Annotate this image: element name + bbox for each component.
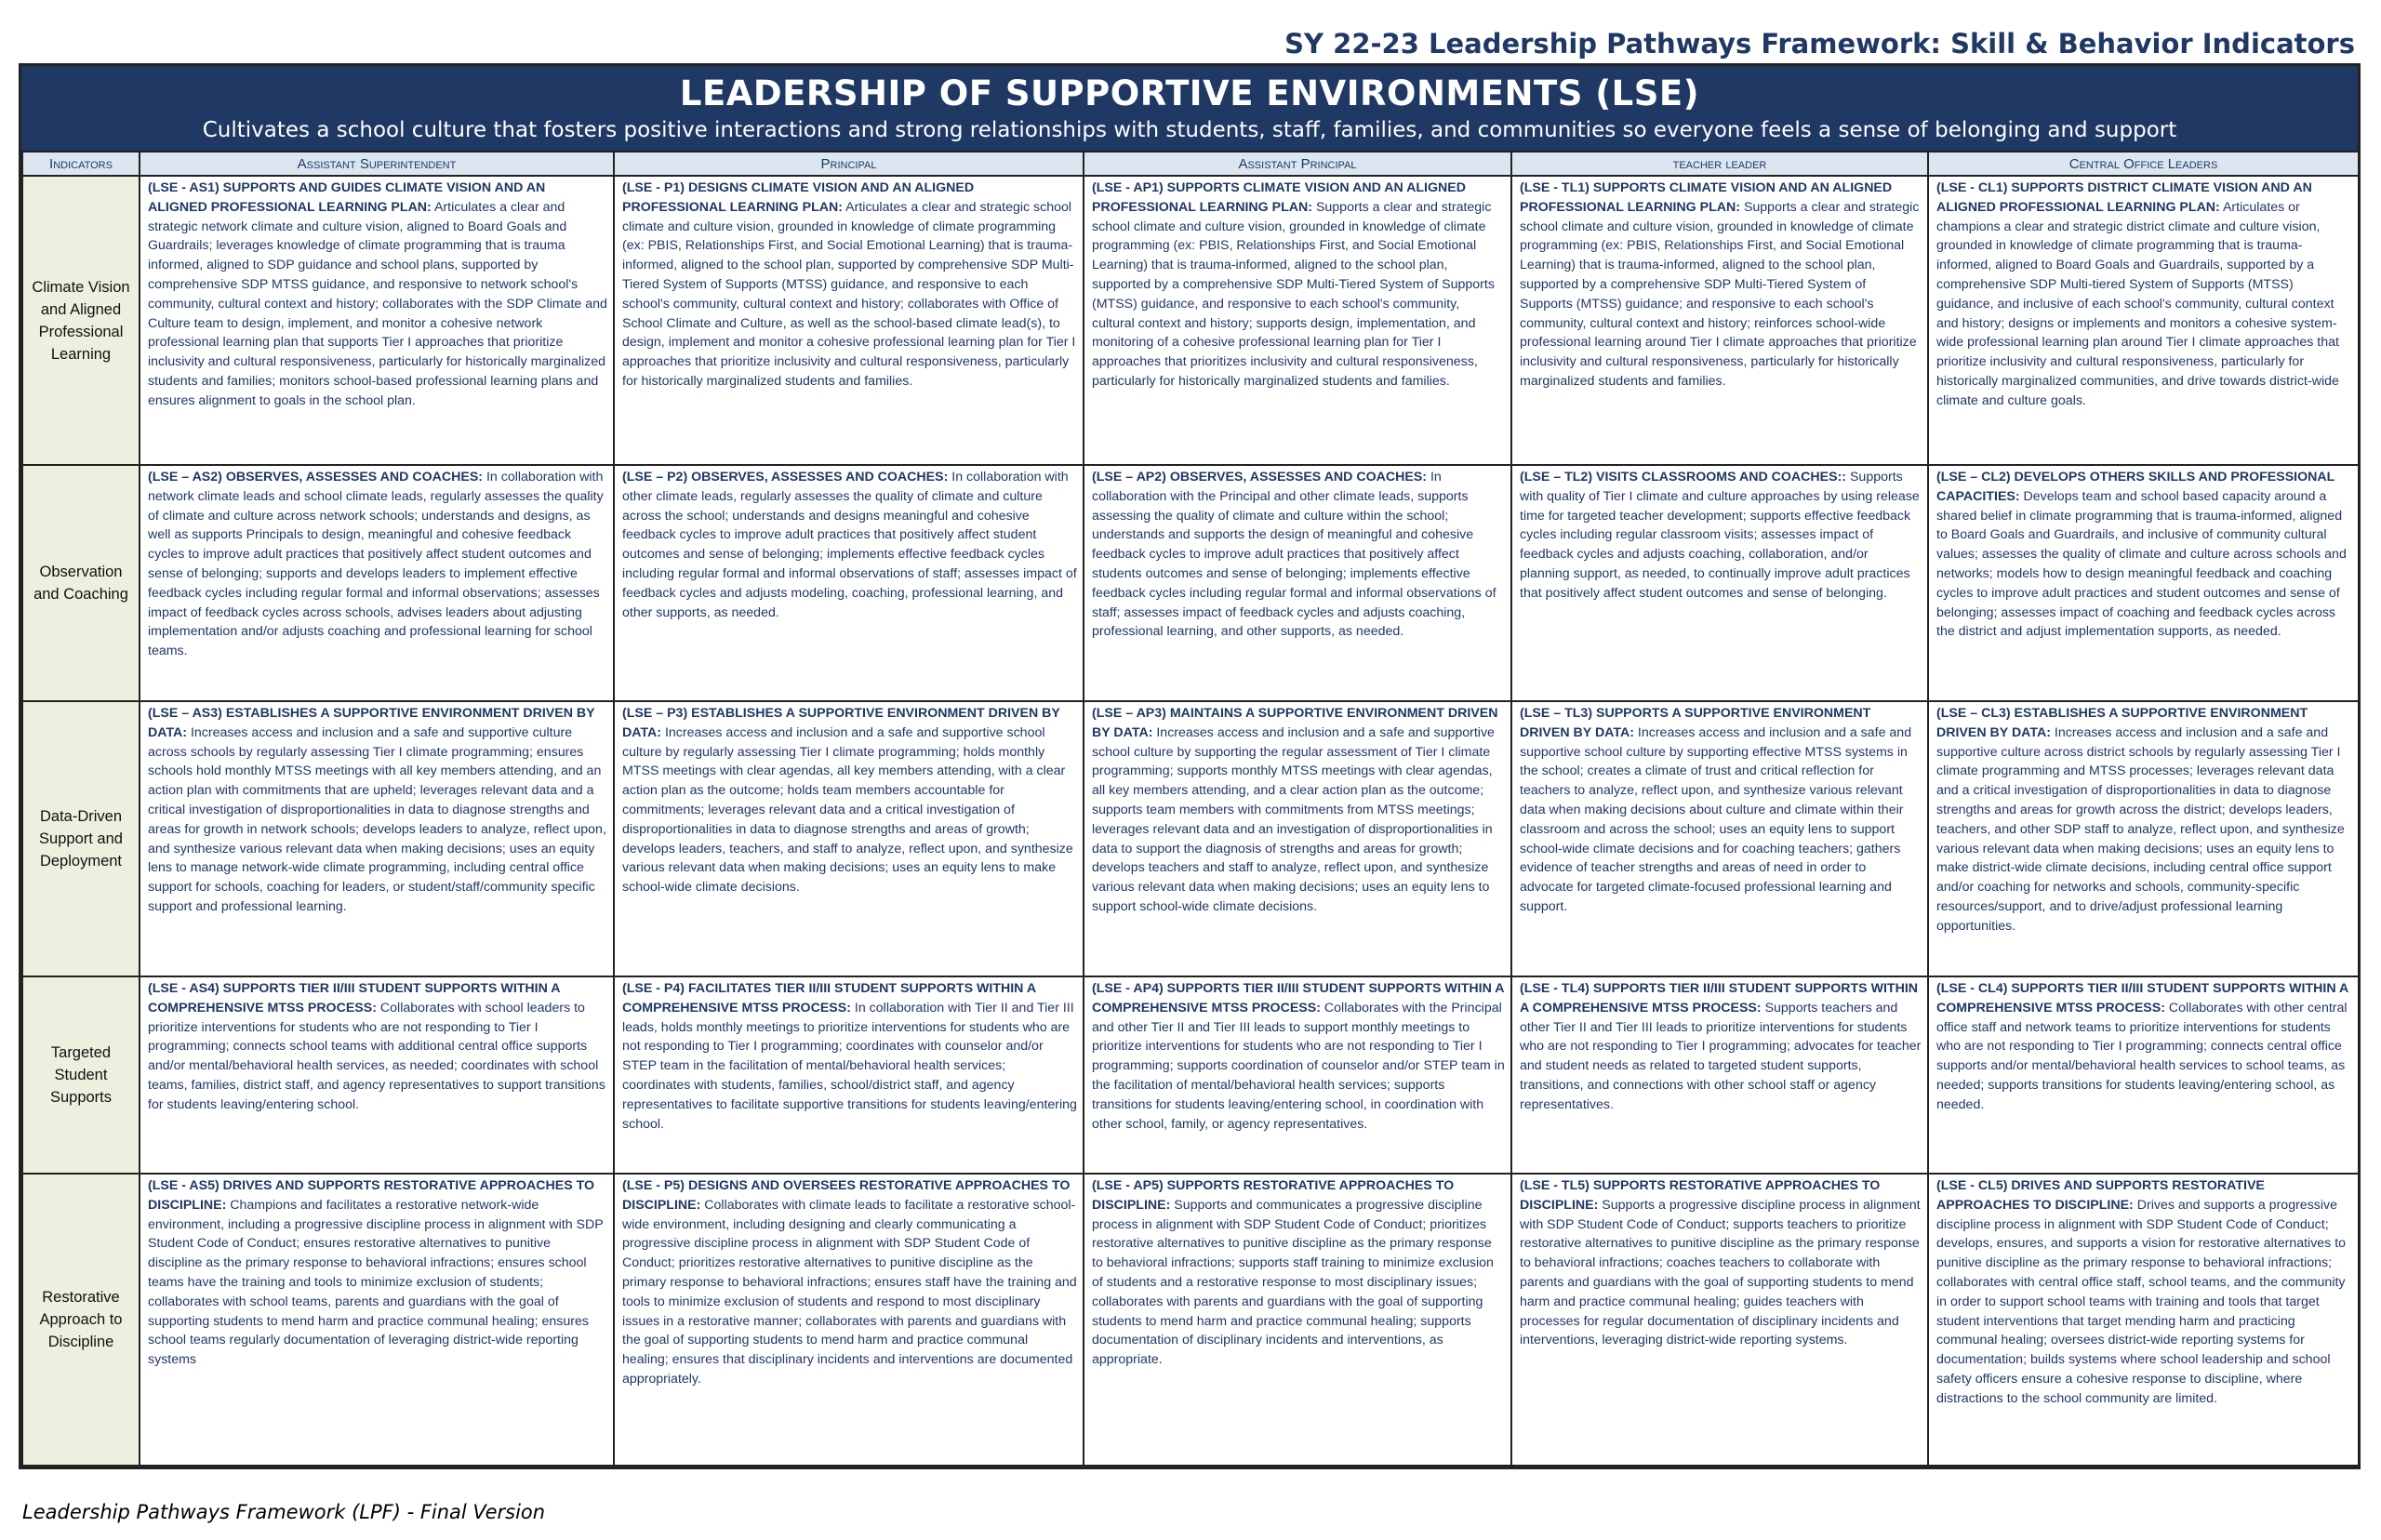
cell-body: Supports teachers and other Tier II and Tier III leads to prioritize interventions for students who are not responding to Tier I programming; advocates for teacher and student needs as related to targeted student supports, transitions, and connections with other school staff or agency representatives. <box>1520 1000 1922 1112</box>
cell-heading: (LSE – AP2) OBSERVES, ASSESSES AND COACHES: <box>1092 470 1428 485</box>
cell-heading: (LSE - TL1) SUPPORTS CLIMATE VISION AND AN ALIGNED PROFESSIONAL LEARNING PLAN: <box>1520 180 1893 215</box>
cell-heading: (LSE – P3) ESTABLISHES A SUPPORTIVE ENVIRONMENT DRIVEN BY DATA: <box>622 706 1060 740</box>
cell-heading: (LSE - AP5) SUPPORTS RESTORATIVE APPROACHES TO DISCIPLINE: <box>1092 1178 1455 1213</box>
cell-heading: (LSE – CL3) ESTABLISHES A SUPPORTIVE ENVIRONMENT DRIVEN BY DATA: <box>1936 706 2308 740</box>
cell-body: Supports a progressive discipline process in alignment with SDP Student Code of Conduct; supports teachers to prioritize restorative alternatives to punitive discipline as the primary response to behavioral infractions; coaches teachers to collaborate with parents and guardians with the goal of supporting students to mend harm and practice communal healing; guides teachers with processes for regular documentation of disciplinary incidents and interventions, leveraging district-wide reporting systems. <box>1520 1197 1921 1348</box>
cell-heading: (LSE – P2) OBSERVES, ASSESSES AND COACHES: <box>622 470 949 485</box>
banner-subtitle: Cultivates a school culture that fosters positive interactions and strong relationships with students, staff, families, and communities so everyone feels a sense of belonging and support <box>202 118 2177 142</box>
cell-body: Increases access and inclusion and a safe and supportive culture across district schools by regularly assessing Tier I climate programming and MTSS processes; leverages relevant data and a critical investigation of disproportionalities in data to diagnose strengths and areas for growth across the district; develops leaders, teachers, and other SDP staff to analyze, reflect upon, and synthesize various relevant data when making decisions; uses an equity lens to make district-wide climate decisions, including central office support and/or coaching for networks and schools, community-specific resources/support, and to drive/adjust professional learning opportunities. <box>1936 724 2345 934</box>
table-cell <box>1084 465 1511 701</box>
table-cell <box>614 1174 1084 1466</box>
table-row <box>22 176 2359 465</box>
cell-body: In collaboration with network climate leads and school climate leads, regularly assesses the quality of climate and culture across network schools; understands and designs, as well as supports Principals to design, meaningful and cohesive feedback cycles to improve adult practices that positively affect student outcomes and sense of belonging; supports and develops leaders to implement effective feedback cycles including regular formal and informal observations; assesses impact of feedback cycles across schools, advises leaders about adjusting implementation and/or adjusts coaching and professional learning for school teams. <box>148 470 604 659</box>
cell-body: Articulates or champions a clear and strategic district climate and culture vision, grounded in knowledge of climate programming that is trauma-informed, aligned to Board Goals and Guardrails, supported by a comprehensive SDP Multi-tiered System of Supports (MTSS) guidance, and inclusive of each school's community, cultural context and history; designs or implements and monitors a cohesive system-wide professional learning plan around Tier I climate approaches that prioritize inclusivity and cultural responsiveness, particularly for historically marginalized communities, and drive towards district-wide climate and culture goals. <box>1936 199 2339 408</box>
indicator-label: Data-Driven Support and Deployment <box>22 701 140 976</box>
cell-heading: (LSE - AS4) SUPPORTS TIER II/III STUDENT SUPPORTS WITHIN A COMPREHENSIVE MTSS PROCESS: <box>148 981 560 1016</box>
cell-body: Supports and communicates a progressive discipline process in alignment with SDP Student Code of Conduct; prioritizes restorative alternatives to punitive discipline as the primary response to behavioral infractions; supports staff training to minimize exclusion of students and a restorative response to most disciplinary issues; collaborates with parents and guardians with the goal of supporting students to mend harm and practice communal healing; supports documentation of disciplinary incidents and interventions, as appropriate. <box>1092 1197 1494 1368</box>
cell-body: Champions and facilitates a restorative network-wide environment, including a progressive discipline process in alignment with SDP Student Code of Conduct; ensures restorative alternatives to punitive discipline as the primary response to behavioral infractions; ensures school teams have the training and tools to minimize exclusion of students; collaborates with school teams, parents and guardians with the goal of supporting students to mend harm and practice communal healing; ensures school teams regularly documentation of leveraging district-wide reporting systems <box>148 1197 604 1368</box>
indicator-label: Observation and Coaching <box>22 465 140 701</box>
column-header-teacher-leader: teacher leader <box>1511 152 1928 176</box>
cell-heading: (LSE – TL3) SUPPORTS A SUPPORTIVE ENVIRONMENT DRIVEN BY DATA: <box>1520 706 1871 740</box>
table-cell <box>1511 465 1928 701</box>
cell-heading: (LSE - P1) DESIGNS CLIMATE VISION AND AN ALIGNED PROFESSIONAL LEARNING PLAN: <box>622 180 975 215</box>
cell-heading: (LSE - CL1) SUPPORTS DISTRICT CLIMATE VISION AND AN ALIGNED PROFESSIONAL LEARNING PLAN: <box>1936 180 2312 215</box>
cell-body: Supports with quality of Tier I climate and culture approaches by using release time for targeted teacher development; supports effective feedback cycles including regular classroom visits; assesses impact of feedback cycles and adjusts coaching, collaboration, and/or planning support, as needed, to continually improve adult practices that positively affect student outcomes and sense of belonging. <box>1520 470 1920 601</box>
table-row <box>22 976 2359 1174</box>
cell-heading: (LSE - TL5) SUPPORTS RESTORATIVE APPROACHES TO DISCIPLINE: <box>1520 1178 1881 1213</box>
table-cell <box>1084 176 1511 465</box>
table-cell <box>140 976 614 1174</box>
table-cell <box>1928 976 2359 1174</box>
table-cell <box>1511 176 1928 465</box>
cell-body: Collaborates with other central office staff and network teams to prioritize interventions for students who are not responding to Tier I programming; connects central office supports and/or mental/behavioral health services to school teams, as needed; supports transitions for students leaving/entering school, as needed. <box>1936 1000 2348 1112</box>
table-header-row <box>22 152 2359 176</box>
cell-body: Supports a clear and strategic school climate and culture vision, grounded in knowledge of climate programming (ex: PBIS, Relationships First, and Social Emotional Learning) that is trauma-informed, aligned to the school plan, supported by a comprehensive SDP Multi-Tiered System of Supports (MTSS) guidance, and responsive to each school's community, cultural context and history; supports design, implementation, and monitoring of a cohesive professional learning plan for Tier I approaches that prioritizes inclusivity and cultural responsiveness, particularly for historically marginalized students and families. <box>1092 199 1495 389</box>
cell-heading: (LSE – AP3) MAINTAINS A SUPPORTIVE ENVIRONMENT DRIVEN BY DATA: <box>1092 706 1498 740</box>
cell-body: Increases access and inclusion and a safe and supportive school culture by supporting effective MTSS systems in the school; creates a climate of trust and critical reflection for teachers to analyze, reflect upon, and synthesize various relevant data when making decisions about culture and climate within their classroom and across the school; uses an equity lens to support school-wide climate decisions and for coaching teachers; gathers evidence of teacher strengths and areas of need in order to advocate for targeted climate-focused professional learning and support. <box>1520 724 1912 914</box>
table-row <box>22 701 2359 976</box>
cell-heading: (LSE - P4) FACILITATES TIER II/III STUDENT SUPPORTS WITHIN A COMPREHENSIVE MTSS PROCESS: <box>622 981 1036 1016</box>
column-header-central-office-leaders: Central Office Leaders <box>1928 152 2359 176</box>
indicator-table <box>21 151 2360 1467</box>
table-row <box>22 1174 2359 1466</box>
footer-note: Leadership Pathways Framework (LPF) - Final Version <box>22 1501 546 1523</box>
column-header-principal: Principal <box>614 152 1084 176</box>
indicator-label: Climate Vision and Aligned Professional Learning <box>22 176 140 465</box>
table-cell <box>1511 1174 1928 1466</box>
table-cell <box>140 701 614 976</box>
indicator-label: Restorative Approach to Discipline <box>22 1174 140 1466</box>
cell-heading: (LSE - CL4) SUPPORTS TIER II/III STUDENT SUPPORTS WITHIN A COMPREHENSIVE MTSS PROCESS: <box>1936 981 2348 1016</box>
cell-heading: (LSE – TL2) VISITS CLASSROOMS AND COACHES:: <box>1520 470 1847 485</box>
cell-heading: (LSE – CL2) DEVELOPS OTHERS SKILLS AND PROFESSIONAL CAPACITIES: <box>1936 470 2335 504</box>
cell-heading: (LSE - P5) DESIGNS AND OVERSEES RESTORATIVE APPROACHES TO DISCIPLINE: <box>622 1178 1071 1213</box>
table-cell <box>614 976 1084 1174</box>
cell-body: In collaboration with the Principal and other climate leads, supports assessing the quality of climate and culture within the school; understands and supports the design of meaningful and cohesive feedback cycles to improve adult practices that positively affect students outcomes and sense of belonging; implements effective feedback cycles including regular formal and informal observations of staff; assesses impact of feedback cycles and adjusts coaching, professional learning, and other supports, as needed. <box>1092 470 1496 640</box>
table-cell <box>614 176 1084 465</box>
cell-heading: (LSE - CL5) DRIVES AND SUPPORTS RESTORATIVE APPROACHES TO DISCIPLINE: <box>1936 1178 2265 1213</box>
table-row <box>22 465 2359 701</box>
cell-body: Articulates a clear and strategic school climate and culture vision, grounded in knowledge of climate programming (ex: PBIS, Relationships First, and Social Emotional Learning) that is trauma-informed, aligned to the school plan, supported by comprehensive SDP Multi-Tiered System of Supports (MTSS) guidance, and responsive to each school's community, cultural context and history; collaborates with Office of School Climate and Culture, as well as the school-based climate lead(s), to design, implement and monitor a cohesive professional learning plan for Tier I approaches that prioritize inclusivity and cultural responsiveness, particularly for historically marginalized students and families. <box>622 199 1076 389</box>
cell-body: Collaborates with climate leads to facilitate a restorative school-wide environment, including designing and clearly communicating a progressive discipline process in alignment with SDP Student Code of Conduct; prioritizes restorative alternatives to punitive discipline as the primary response to behavioral infractions; ensures staff have the training and tools to minimize exclusion of students and respond to most disciplinary issues in a restorative manner; collaborates with parents and guardians with the goal of supporting students to mend harm and practice communal healing; ensures that disciplinary incidents and interventions are documented appropriately. <box>622 1197 1077 1387</box>
table-cell <box>1084 701 1511 976</box>
cell-body: Increases access and inclusion and a safe and supportive school culture by supporting the regular assessment of Tier I climate programming; supports monthly MTSS meetings with clear agendas, all key members attending, and a clear action plan as the outcome; supports team members with commitments from MTSS meetings; leverages relevant data and an investigation of disproportionalities in data to support the diagnosis of strengths and areas for growth; develops teachers and staff to analyze, reflect upon, and synthesize various relevant data when making decisions; uses an equity lens to support school-wide climate decisions. <box>1092 724 1495 914</box>
column-header-assistant-superintendent: Assistant Superintendent <box>140 152 614 176</box>
cell-body: Collaborates with school leaders to prioritize interventions for students who are not responding to Tier I programming; connects school teams with additional central office supports and/or mental/behavioral health services, as needed; coordinates with school teams, families, district staff, and agency representatives to support transitions for students leaving/entering school. <box>148 1000 605 1112</box>
document-title: SY 22-23 Leadership Pathways Framework: Skill & Behavior Indicators <box>1284 28 2355 60</box>
section-banner <box>21 66 2358 151</box>
column-header-indicators: Indicators <box>22 152 140 176</box>
table-cell <box>1084 976 1511 1174</box>
table-cell <box>614 465 1084 701</box>
table-cell <box>1511 976 1928 1174</box>
table-cell <box>614 701 1084 976</box>
table-cell <box>1928 465 2359 701</box>
column-header-assistant-principal: Assistant Principal <box>1084 152 1511 176</box>
cell-heading: (LSE - AP4) SUPPORTS TIER II/III STUDENT SUPPORTS WITHIN A COMPREHENSIVE MTSS PROCESS: <box>1092 981 1504 1016</box>
cell-body: In collaboration with other climate leads, regularly assesses the quality of climate and culture across the school; understands and designs meaningful and cohesive feedback cycles to improve adult practices that positively affect student outcomes and sense of belonging; implements effective feedback cycles including regular formal and informal observations of staff; assesses impact of feedback cycles and adjusts modeling, coaching, professional learning, and other supports, as needed. <box>622 470 1077 620</box>
cell-body: Supports a clear and strategic school climate and culture vision, grounded in knowledge of climate programming (ex: PBIS, Relationships First, and Social Emotional Learning) that is trauma-informed, aligned to the school plan, supported by a comprehensive SDP Multi-Tiered System of Supports (MTSS) guidance; and responsive to each school's community, cultural context and history; reinforces school-wide professional learning around Tier I climate approaches that prioritize inclusivity and cultural responsiveness, particularly for historically marginalized students and families. <box>1520 199 1920 389</box>
cell-body: Drives and supports a progressive discipline process in alignment with SDP Student Code of Conduct; develops, ensures, and supports a vision for restorative alternatives to punitive discipline as the primary response to behavioral infractions; collaborates with central office staff, school teams, and the community in order to support school teams with training and tools that target student interventions that target mending harm and practicing communal healing; oversees district-wide reporting systems for documentation; builds systems where school leadership and school safety officers ensure a cohesive response to discipline, where distractions to the school community are limited. <box>1936 1197 2347 1406</box>
cell-heading: (LSE – AS3) ESTABLISHES A SUPPORTIVE ENVIRONMENT DRIVEN BY DATA: <box>148 706 595 740</box>
cell-heading: (LSE - AS1) SUPPORTS AND GUIDES CLIMATE VISION AND AN ALIGNED PROFESSIONAL LEARNING PLAN: <box>148 180 546 215</box>
cell-body: Increases access and inclusion and a safe and supportive culture across schools by regularly assessing Tier I climate programming; ensures schools hold monthly MTSS meetings with all key members attending, and an action plan with commitments that are upheld; leverages relevant data and a critical investigation of disproportionalities in data to diagnose strengths and areas for growth in network schools; develops leaders to analyze, reflect upon, and synthesize various relevant data when making decisions; uses an equity lens to manage network-wide climate programming, including central office support for schools, coaching for leaders, or student/staff/community specific support and professional learning. <box>148 724 606 914</box>
table-cell <box>1928 1174 2359 1466</box>
table-cell <box>1928 176 2359 465</box>
table-cell <box>1084 1174 1511 1466</box>
framework-frame <box>19 63 2361 1469</box>
cell-heading: (LSE - AS5) DRIVES AND SUPPORTS RESTORATIVE APPROACHES TO DISCIPLINE: <box>148 1178 595 1213</box>
indicator-label: Targeted Student Supports <box>22 976 140 1174</box>
table-cell <box>140 465 614 701</box>
table-cell <box>1928 701 2359 976</box>
cell-heading: (LSE – AS2) OBSERVES, ASSESSES AND COACHES: <box>148 470 484 485</box>
table-cell <box>140 176 614 465</box>
cell-body: In collaboration with Tier II and Tier III leads, holds monthly meetings to prioritize interventions for students who are not responding to Tier I programming; coordinates with counselor and/or STEP team in the facilitation of mental/behavioral health services; coordinates with students, families, school/district staff, and agency representatives to facilitate supportive transitions for students leaving/entering school. <box>622 1000 1077 1132</box>
cell-body: Increases access and inclusion and a safe and supportive school culture by regularly assessing Tier I climate programming; holds monthly MTSS meetings with clear agendas, all key members attending, with a clear action plan as the outcome; holds team members accountable for commitments; leverages relevant data and a critical investigation of disproportionalities in data to diagnose strengths and areas of growth; develops leaders, teachers, and staff to analyze, reflect upon, and synthesize various relevant data when making decisions; uses an equity lens to make school-wide climate decisions. <box>622 724 1073 896</box>
cell-body: Articulates a clear and strategic network climate and culture vision, aligned to Board Goals and Guardrails; leverages knowledge of climate programming that is trauma informed, aligned to SDP guidance and school plans, supported by comprehensive SDP MTSS guidance, and responsive to network school's community, cultural context and history; collaborates with the SDP Climate and Culture team to design, implement, and monitor a cohesive network professional learning plan that supports Tier I approaches that prioritize inclusivity and cultural responsiveness, particularly for historically marginalized students and families; monitors school-based professional learning plans and ensures alignment to goals in the school plan. <box>148 199 607 408</box>
cell-body: Develops team and school based capacity around a shared belief in climate programming that is trauma-informed, aligned to Board Goals and Guardrails, and inclusive of community cultural values; assesses the quality of climate and culture across schools and networks; models how to design meaningful feedback and coaching cycles to improve adult practices and student outcomes and sense of belonging; assesses impact of coaching and feedback cycles across the district and adjust implementation supports, as needed. <box>1936 488 2347 640</box>
cell-body: Collaborates with the Principal and other Tier II and Tier III leads to support monthly meetings to prioritize interventions for students who are not responding to Tier I programming; supports coordination of counselor and/or STEP team in the facilitation of mental/behavioral health services; supports transitions for students leaving/entering school, in coordination with other school, family, or agency representatives. <box>1092 1000 1505 1132</box>
banner-title: LEADERSHIP OF SUPPORTIVE ENVIRONMENTS (LSE) <box>679 73 1700 113</box>
cell-heading: (LSE - AP1) SUPPORTS CLIMATE VISION AND AN ALIGNED PROFESSIONAL LEARNING PLAN: <box>1092 180 1466 215</box>
table-cell <box>140 1174 614 1466</box>
cell-heading: (LSE - TL4) SUPPORTS TIER II/III STUDENT SUPPORTS WITHIN A COMPREHENSIVE MTSS PROCESS: <box>1520 981 1919 1016</box>
table-cell <box>1511 701 1928 976</box>
